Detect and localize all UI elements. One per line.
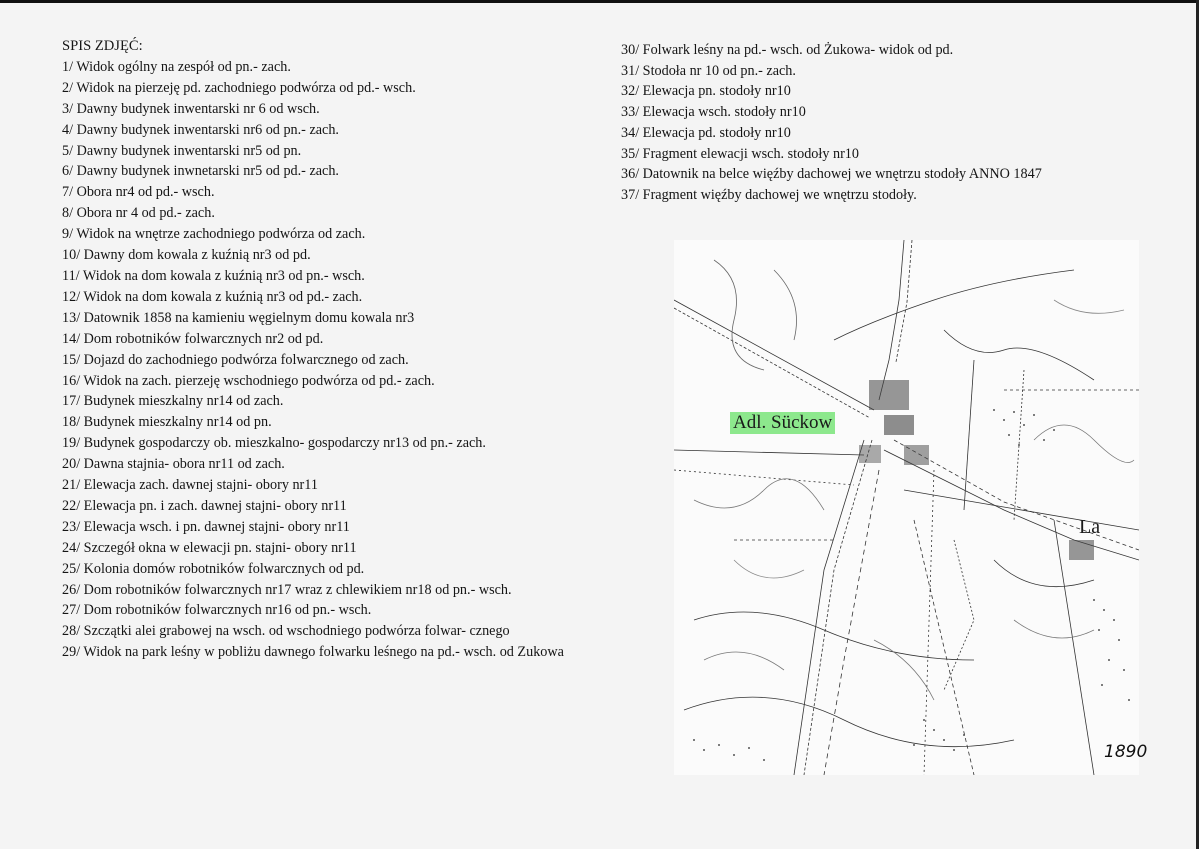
- list-item: 35/ Fragment elewacji wsch. stodoły nr10: [621, 145, 859, 162]
- list-item: 13/ Datownik 1858 na kamieniu węgielnym domu kowala nr3: [62, 309, 415, 326]
- handwritten-year: 1890: [1104, 742, 1148, 762]
- list-item: 14/ Dom robotników folwarcznych nr2 od pd.: [62, 330, 324, 347]
- list-item: 10/ Dawny dom kowala z kuźnią nr3 od pd.: [62, 247, 311, 264]
- list-item: 37/ Fragment więźby dachowej we wnętrzu stodoły.: [621, 186, 917, 203]
- list-item: 3/ Dawny budynek inwentarski nr 6 od wsch.: [62, 100, 320, 117]
- highlighted-place-label: Adl. Sückow: [730, 412, 835, 434]
- list-item: 20/ Dawna stajnia- obora nr11 od zach.: [62, 456, 285, 473]
- town-label-fragment: La: [1079, 516, 1101, 538]
- list-item: 36/ Datownik na belce więźby dachowej we wnętrzu stodoły ANNO 1847: [621, 166, 1042, 183]
- list-item: 28/ Szczątki alei grabowej na wsch. od wschodniego podwórza folwar- cznego: [62, 623, 510, 640]
- list-item: 6/ Dawny budynek inwnetarski nr5 od pd.- zach.: [62, 163, 339, 180]
- list-item: 29/ Widok na park leśny w pobliżu dawnego folwarku leśnego na pd.- wsch. od Zukowa: [62, 644, 564, 661]
- list-item: 7/ Obora nr4 od pd.- wsch.: [62, 184, 215, 201]
- list-item: 5/ Dawny budynek inwentarski nr5 od pn.: [62, 142, 302, 159]
- list-item: 26/ Dom robotników folwarcznych nr17 wraz z chlewikiem nr18 od pn.- wsch.: [62, 581, 512, 598]
- list-item: 21/ Elewacja zach. dawnej stajni- obory nr11: [62, 477, 318, 494]
- list-item: 1/ Widok ogólny na zespół od pn.- zach.: [62, 58, 291, 75]
- list-item: 17/ Budynek mieszkalny nr14 od zach.: [62, 393, 284, 410]
- list-item: 8/ Obora nr 4 od pd.- zach.: [62, 205, 215, 222]
- list-item: 12/ Widok na dom kowala z kuźnią nr3 od pd.- zach.: [62, 288, 363, 305]
- list-item: 32/ Elewacja pn. stodoły nr10: [621, 83, 791, 100]
- list-item: 30/ Folwark leśny na pd.- wsch. od Żukowa- widok od pd.: [621, 42, 954, 58]
- list-item: 18/ Budynek mieszkalny nr14 od pn.: [62, 414, 272, 431]
- list-item: 19/ Budynek gospodarczy ob. mieszkalno- gospodarczy nr13 od pn.- zach.: [62, 435, 486, 452]
- list-item: 15/ Dojazd do zachodniego podwórza folwarcznego od zach.: [62, 351, 409, 368]
- list-title: SPIS ZDJĘĆ:: [62, 38, 143, 54]
- list-item: 33/ Elewacja wsch. stodoły nr10: [621, 104, 806, 121]
- photo-list-left-column: [62, 36, 622, 663]
- scan-edge-top: [0, 0, 1199, 3]
- list-item: 11/ Widok na dom kowala z kuźnią nr3 od pn.- wsch.: [62, 267, 365, 284]
- list-item: 9/ Widok na wnętrze zachodniego podwórza od zach.: [62, 226, 366, 243]
- list-item: 34/ Elewacja pd. stodoły nr10: [621, 124, 791, 141]
- list-item: 31/ Stodoła nr 10 od pn.- zach.: [621, 62, 796, 79]
- photo-list-right-column: [621, 40, 1181, 206]
- list-item: 24/ Szczegół okna w elewacji pn. stajni- obory nr11: [62, 539, 357, 556]
- list-item: 2/ Widok na pierzeję pd. zachodniego podwórza od pd.- wsch.: [62, 79, 416, 96]
- historical-map: [674, 240, 1139, 775]
- list-item: 4/ Dawny budynek inwentarski nr6 od pn.- zach.: [62, 121, 339, 138]
- list-item: 16/ Widok na zach. pierzeję wschodniego podwórza od pd.- zach.: [62, 372, 435, 389]
- list-item: 27/ Dom robotników folwarcznych nr16 od pn.- wsch.: [62, 602, 372, 619]
- list-item: 23/ Elewacja wsch. i pn. dawnej stajni- obory nr11: [62, 518, 350, 535]
- map-drawing: [674, 240, 1139, 775]
- list-item: 25/ Kolonia domów robotników folwarcznych od pd.: [62, 560, 365, 577]
- list-item: 22/ Elewacja pn. i zach. dawnej stajni- obory nr11: [62, 497, 347, 514]
